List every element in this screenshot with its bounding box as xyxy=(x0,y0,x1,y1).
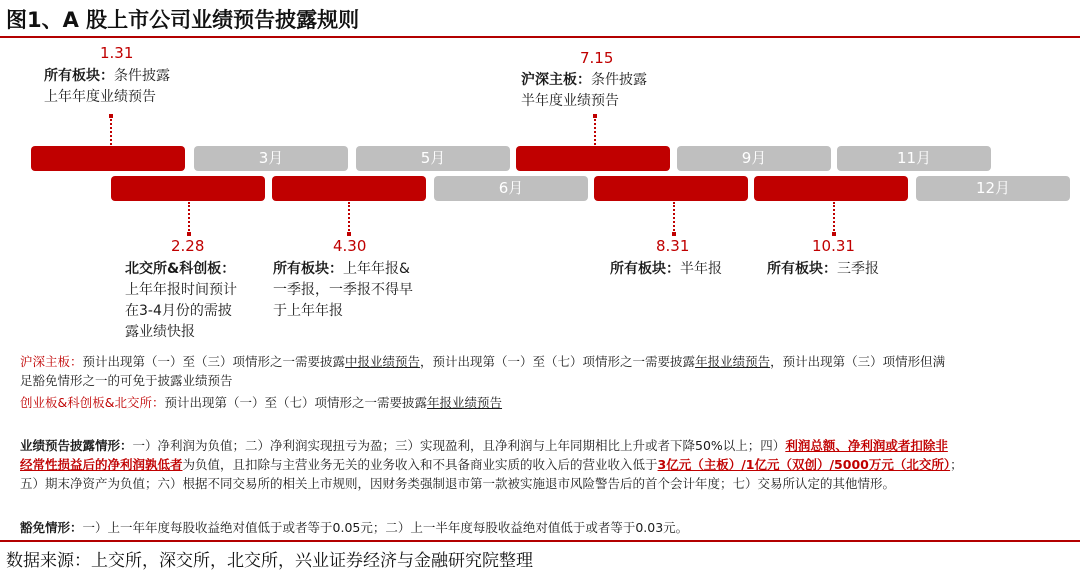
month-feb: 2月 xyxy=(111,176,265,201)
note-main-board: 沪深主板：预计出现第（一）至（三）项情形之一需要披露中报业绩预告，预计出现第（一）至（七）项情形之一需要披露年报业绩预告，预计出现第（三）项情形但满 足豁免情形之一的可免于披露业绩预告 xyxy=(20,354,946,388)
month-apr: 4月 xyxy=(272,176,426,201)
connector-feb-dot xyxy=(187,232,191,236)
event-apr-label: 所有板块：上年年报& 一季报，一季报不得早 于上年年报 xyxy=(273,261,413,319)
note-disclosure-conditions: 业绩预告披露情形：一）净利润为负值；二）净利润实现扭亏为盈；三）实现盈利，且净利润与上年同期相比上升或者下降50%以上；四）利润总额、净利润或者扣除非 经常性损益后的净利润孰低者为负值，且扣除与主营业务无关的业务收入和不具备商业实质的收入后的营业收入低于3亿元（主板）/1亿元（双创）/5000万元（北交所）； 五）期末净资产为负值；六）根据不同交易所的相关上市规则，因财务类强制退市第一款被实施退市风险警告后的首个会计年度；七）交易所认定的其他情形。 xyxy=(20,438,963,491)
note-exemptions: 豁免情形：一）上一年年度每股收益绝对值低于或者等于0.05元；二）上一半年度每股收益绝对值低于或者等于0.03元。 xyxy=(20,520,689,535)
connector-oct-dot xyxy=(832,232,836,236)
connector-jan-dot xyxy=(109,114,113,118)
date-feb: 2.28 xyxy=(171,237,205,255)
event-oct-label: 所有板块：三季报 xyxy=(767,261,879,277)
connector-jul xyxy=(594,116,596,145)
date-aug: 8.31 xyxy=(656,237,690,255)
connector-apr-dot xyxy=(347,232,351,236)
month-jul: 7月 xyxy=(516,146,670,171)
month-nov: 11月 xyxy=(837,146,991,171)
connector-apr xyxy=(348,202,350,234)
month-oct: 10月 xyxy=(754,176,908,201)
connector-oct xyxy=(833,202,835,234)
date-oct: 10.31 xyxy=(812,237,855,255)
connector-aug-dot xyxy=(672,232,676,236)
month-mar: 3月 xyxy=(194,146,348,171)
data-source: 数据来源：上交所，深交所，北交所，兴业证券经济与金融研究院整理 xyxy=(6,551,533,571)
title-divider xyxy=(0,36,1080,38)
connector-feb xyxy=(188,202,190,234)
figure-title: 图1、A 股上市公司业绩预告披露规则 xyxy=(6,8,360,32)
month-jun: 6月 xyxy=(434,176,588,201)
month-aug: 8月 xyxy=(594,176,748,201)
month-jan: 1月 xyxy=(31,146,185,171)
event-jan-label: 所有板块：条件披露 上年年度业绩预告 xyxy=(44,68,170,105)
date-jan: 1.31 xyxy=(100,44,134,62)
event-aug-label: 所有板块：半年报 xyxy=(610,261,722,277)
connector-jul-dot xyxy=(593,114,597,118)
connector-aug xyxy=(673,202,675,234)
month-dec: 12月 xyxy=(916,176,1070,201)
source-divider xyxy=(0,540,1080,542)
event-jul-label: 沪深主板：条件披露 半年度业绩预告 xyxy=(521,72,647,109)
note-growth-boards: 创业板&科创板&北交所：预计出现第（一）至（七）项情形之一需要披露年报业绩预告 xyxy=(20,395,503,410)
event-feb-label: 北交所&科创板： 上年年报时间预计 在3-4月份的需披 露业绩快报 xyxy=(125,261,237,340)
month-sep: 9月 xyxy=(677,146,831,171)
date-jul: 7.15 xyxy=(580,49,614,67)
date-apr: 4.30 xyxy=(333,237,367,255)
connector-jan xyxy=(110,116,112,145)
month-may: 5月 xyxy=(356,146,510,171)
